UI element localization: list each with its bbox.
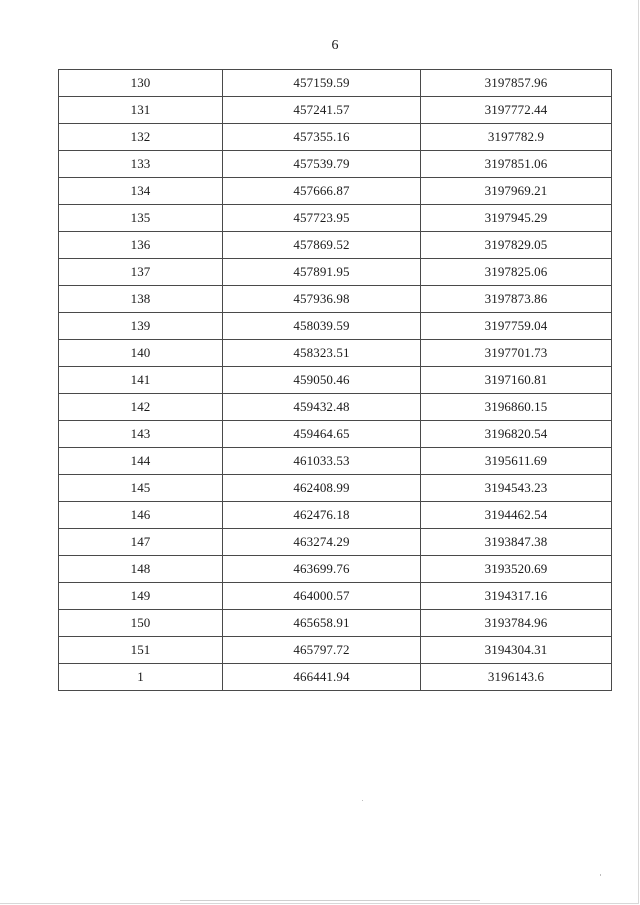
table-row xyxy=(59,232,612,259)
x-coordinate-cell: 463699.76 xyxy=(223,556,421,583)
scan-speck xyxy=(600,874,601,876)
point-number-cell: 147 xyxy=(59,529,223,556)
y-coordinate-cell: 3197759.04 xyxy=(421,313,612,340)
table-row xyxy=(59,637,612,664)
x-coordinate-cell: 466441.94 xyxy=(223,664,421,691)
x-coordinate-cell: 462476.18 xyxy=(223,502,421,529)
y-coordinate-cell: 3194317.16 xyxy=(421,583,612,610)
x-coordinate-cell: 463274.29 xyxy=(223,529,421,556)
table-row xyxy=(59,178,612,205)
point-number-cell: 132 xyxy=(59,124,223,151)
y-coordinate-cell: 3197851.06 xyxy=(421,151,612,178)
table-row xyxy=(59,124,612,151)
table-row xyxy=(59,529,612,556)
x-coordinate-cell: 457666.87 xyxy=(223,178,421,205)
x-coordinate-cell: 461033.53 xyxy=(223,448,421,475)
point-number-cell: 135 xyxy=(59,205,223,232)
y-coordinate-cell: 3197969.21 xyxy=(421,178,612,205)
y-coordinate-cell: 3197873.86 xyxy=(421,286,612,313)
x-coordinate-cell: 457355.16 xyxy=(223,124,421,151)
y-coordinate-cell: 3196143.6 xyxy=(421,664,612,691)
point-number-cell: 150 xyxy=(59,610,223,637)
y-coordinate-cell: 3195611.69 xyxy=(421,448,612,475)
table-row xyxy=(59,367,612,394)
point-number-cell: 145 xyxy=(59,475,223,502)
table-row xyxy=(59,151,612,178)
point-number-cell: 146 xyxy=(59,502,223,529)
table-row xyxy=(59,70,612,97)
x-coordinate-cell: 465797.72 xyxy=(223,637,421,664)
table-row xyxy=(59,97,612,124)
table-row xyxy=(59,421,612,448)
point-number-cell: 131 xyxy=(59,97,223,124)
table-row xyxy=(59,205,612,232)
y-coordinate-cell: 3197772.44 xyxy=(421,97,612,124)
y-coordinate-cell: 3197701.73 xyxy=(421,340,612,367)
table-row xyxy=(59,583,612,610)
table-row xyxy=(59,610,612,637)
point-number-cell: 149 xyxy=(59,583,223,610)
table-row xyxy=(59,394,612,421)
page-number: 6 xyxy=(331,38,339,53)
table-row xyxy=(59,556,612,583)
table-row xyxy=(59,313,612,340)
point-number-cell: 151 xyxy=(59,637,223,664)
y-coordinate-cell: 3197945.29 xyxy=(421,205,612,232)
x-coordinate-cell: 457241.57 xyxy=(223,97,421,124)
x-coordinate-cell: 457159.59 xyxy=(223,70,421,97)
point-number-cell: 143 xyxy=(59,421,223,448)
y-coordinate-cell: 3193520.69 xyxy=(421,556,612,583)
table-row xyxy=(59,502,612,529)
y-coordinate-cell: 3194462.54 xyxy=(421,502,612,529)
point-number-cell: 137 xyxy=(59,259,223,286)
y-coordinate-cell: 3197857.96 xyxy=(421,70,612,97)
table-row xyxy=(59,286,612,313)
x-coordinate-cell: 459432.48 xyxy=(223,394,421,421)
point-number-cell: 134 xyxy=(59,178,223,205)
point-number-cell: 133 xyxy=(59,151,223,178)
table-row xyxy=(59,448,612,475)
x-coordinate-cell: 459464.65 xyxy=(223,421,421,448)
point-number-cell: 138 xyxy=(59,286,223,313)
point-number-cell: 141 xyxy=(59,367,223,394)
coordinate-table xyxy=(58,69,612,691)
x-coordinate-cell: 462408.99 xyxy=(223,475,421,502)
point-number-cell: 140 xyxy=(59,340,223,367)
x-coordinate-cell: 457936.98 xyxy=(223,286,421,313)
table-row xyxy=(59,340,612,367)
scan-line xyxy=(180,900,480,901)
y-coordinate-cell: 3194304.31 xyxy=(421,637,612,664)
point-number-cell: 136 xyxy=(59,232,223,259)
x-coordinate-cell: 457723.95 xyxy=(223,205,421,232)
point-number-cell: 139 xyxy=(59,313,223,340)
coordinate-table-body xyxy=(59,70,612,691)
y-coordinate-cell: 3194543.23 xyxy=(421,475,612,502)
x-coordinate-cell: 457891.95 xyxy=(223,259,421,286)
y-coordinate-cell: 3193847.38 xyxy=(421,529,612,556)
x-coordinate-cell: 465658.91 xyxy=(223,610,421,637)
y-coordinate-cell: 3197782.9 xyxy=(421,124,612,151)
y-coordinate-cell: 3193784.96 xyxy=(421,610,612,637)
y-coordinate-cell: 3196860.15 xyxy=(421,394,612,421)
point-number-cell: 1 xyxy=(59,664,223,691)
table-row xyxy=(59,259,612,286)
point-number-cell: 144 xyxy=(59,448,223,475)
table-row xyxy=(59,475,612,502)
y-coordinate-cell: 3197829.05 xyxy=(421,232,612,259)
table-row xyxy=(59,664,612,691)
point-number-cell: 148 xyxy=(59,556,223,583)
y-coordinate-cell: 3196820.54 xyxy=(421,421,612,448)
y-coordinate-cell: 3197825.06 xyxy=(421,259,612,286)
point-number-cell: 142 xyxy=(59,394,223,421)
x-coordinate-cell: 457539.79 xyxy=(223,151,421,178)
x-coordinate-cell: 458323.51 xyxy=(223,340,421,367)
point-number-cell: 130 xyxy=(59,70,223,97)
scan-speck xyxy=(362,800,363,801)
x-coordinate-cell: 464000.57 xyxy=(223,583,421,610)
x-coordinate-cell: 457869.52 xyxy=(223,232,421,259)
x-coordinate-cell: 459050.46 xyxy=(223,367,421,394)
y-coordinate-cell: 3197160.81 xyxy=(421,367,612,394)
x-coordinate-cell: 458039.59 xyxy=(223,313,421,340)
